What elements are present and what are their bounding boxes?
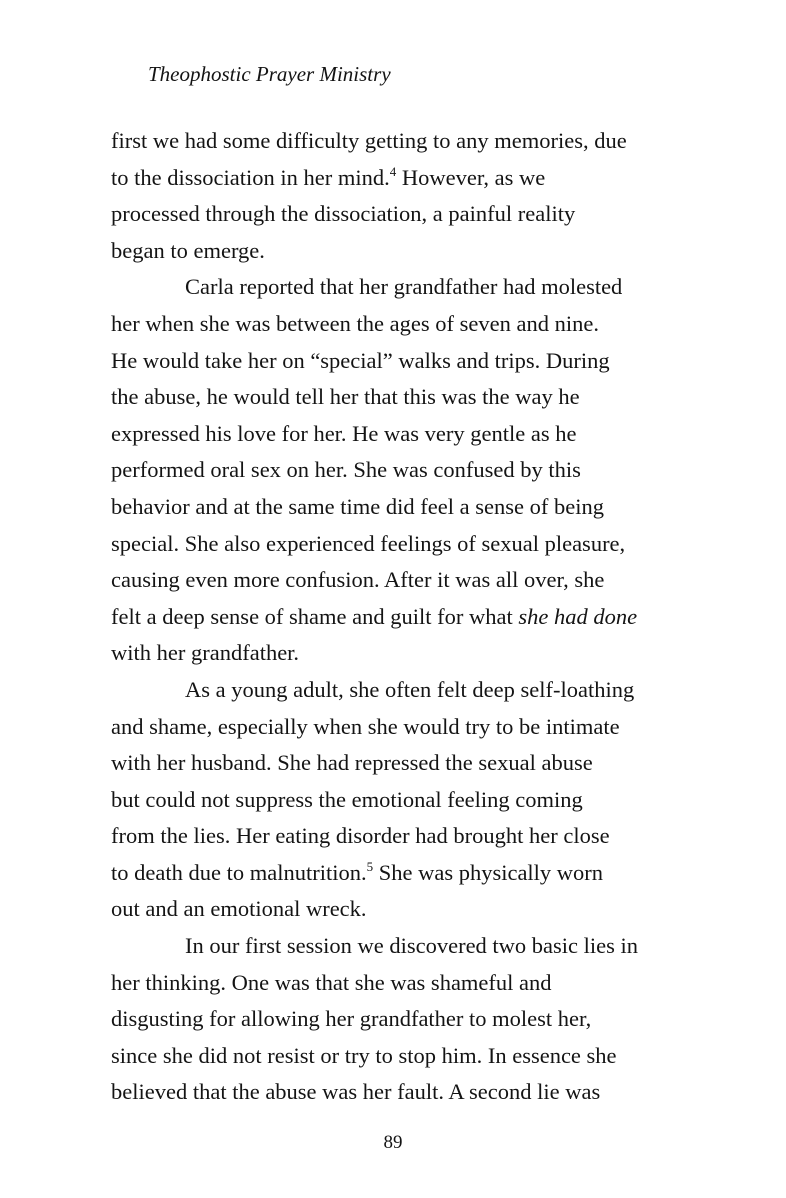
running-header: Theophostic Prayer Ministry [148,62,391,86]
paragraph-3-text-b: She was physically worn out and an emotional wreck. [111,859,604,922]
paragraph-3 [111,672,691,928]
paragraph-3-text-a: As a young adult, she often felt deep self-loathing and shame, especially when she would try to be intimate with her husband. She had repressed the sexual abuse but could not suppress the emotional feeling coming from the lies. Her eating disorder had brought her close to death due to malnutrition. [111,676,635,885]
paragraph-2 [111,269,691,672]
page-number: 89 [383,1132,403,1153]
paragraph-2-emphasis: she had done [518,603,638,629]
footnote-ref-5: 5 [366,858,374,874]
paragraph-4 [111,928,691,1111]
paragraph-1 [111,123,691,269]
paragraph-2-text-b: with her grandfather. [111,640,300,666]
paragraph-1-text-b: However, as we processed through the dissociation, a painful reality began to emerge. [111,164,576,263]
footnote-ref-4: 4 [389,163,397,179]
body-text [111,123,691,1111]
paragraph-1-text-a: first we had some difficulty getting to any memories, due to the dissociation in her mind. [111,128,627,190]
paragraph-4-text: In our first session we discovered two basic lies in her thinking. One was that she was shameful and disgusting for allowing her grandfather to molest her, since she did not resist or try to stop him. In essence she believed that the abuse was her fault. A second lie was [111,933,639,1105]
paragraph-2-text-a: Carla reported that her grandfather had molested her when she was between the ages of seven and nine. He would take her on “special” walks and trips. During the abuse, he would tell her that this was the way he expressed his love for her. He was very gentle as he performed oral sex on her. She was confused by this behavior and at the same time did feel a sense of being special. She also experienced feelings of sexual pleasure, causing even more confusion. After it was all over, she felt a deep sense of shame and guilt for what [111,274,626,629]
